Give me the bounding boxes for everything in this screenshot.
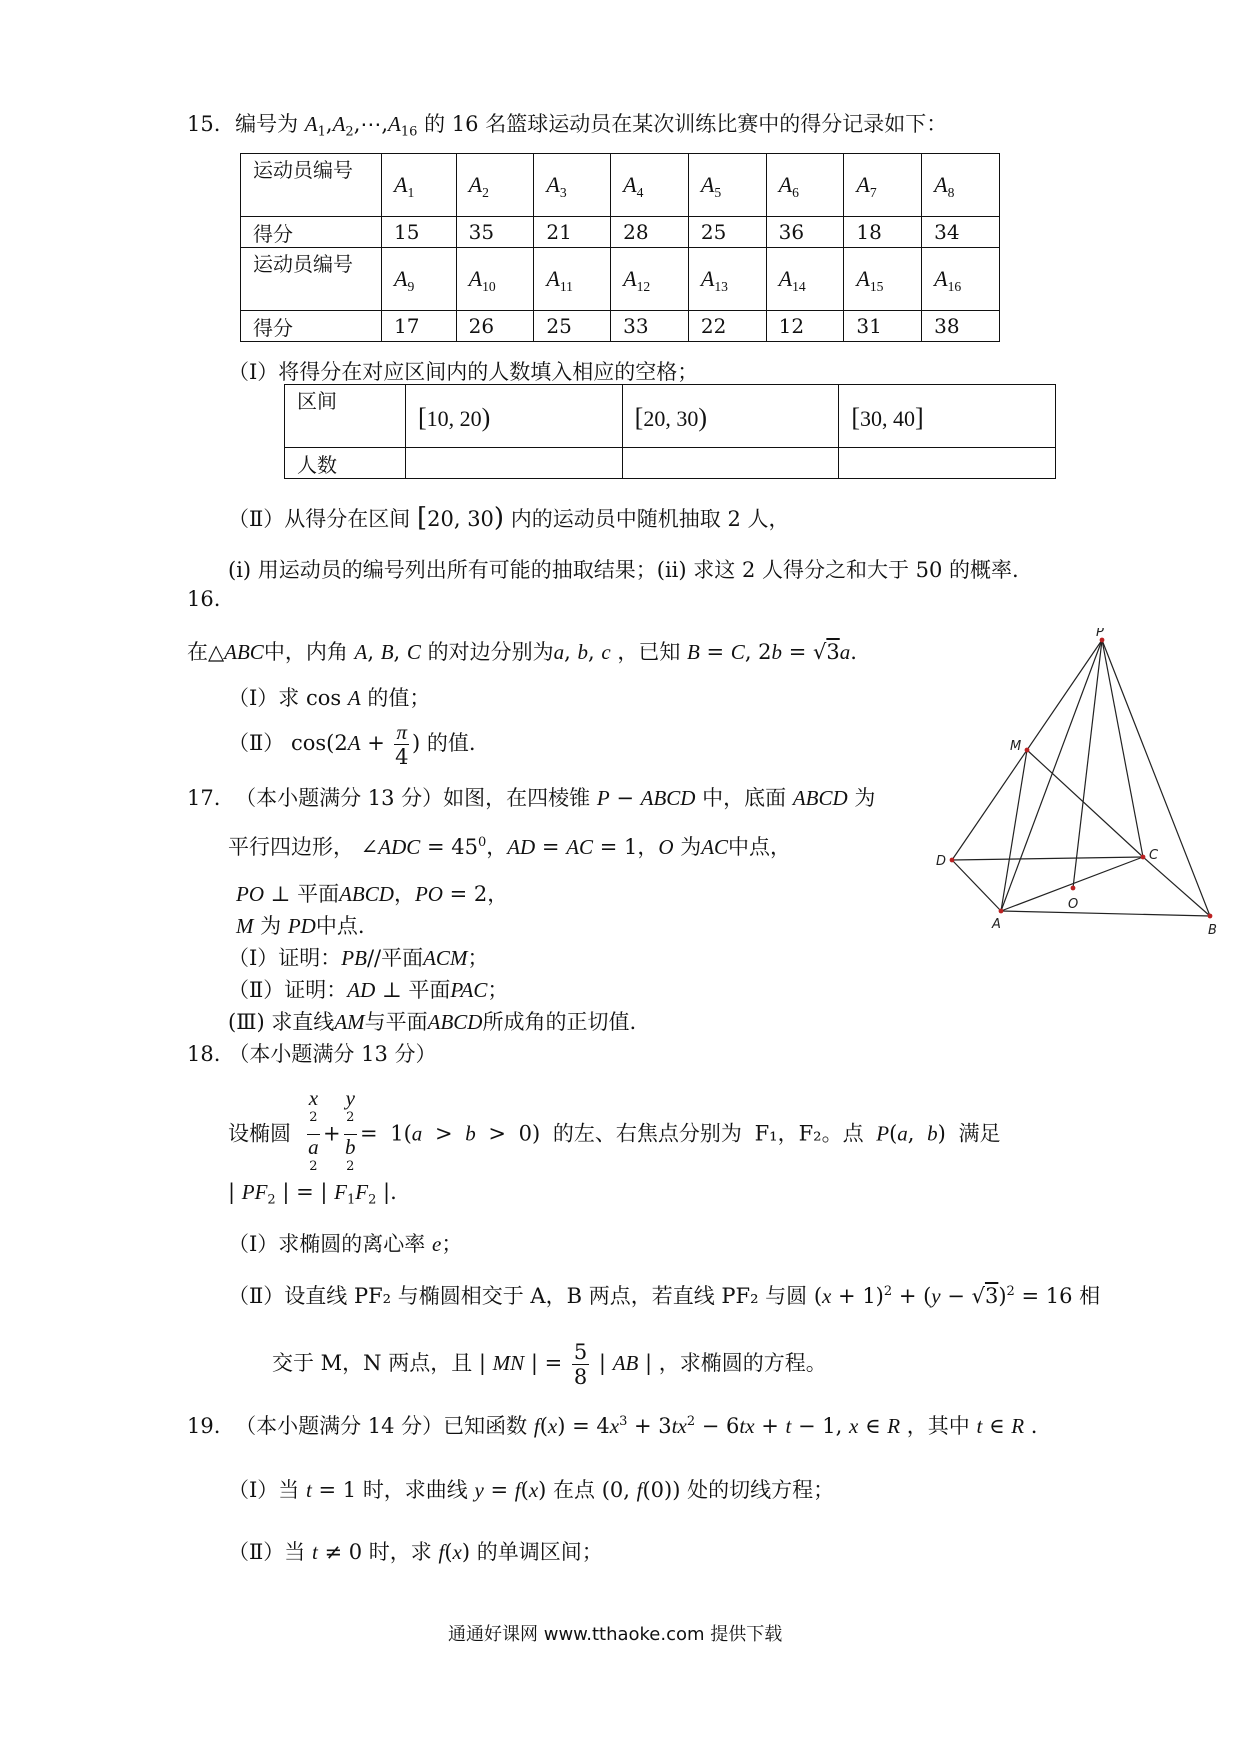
athlete-cell: $A_{13}$ [688,248,766,311]
athlete-cell: $A_{11}$ [534,248,611,311]
vertex-label-c: C [1149,848,1159,863]
vertex-label-p: P [1096,628,1104,640]
athlete-cell: $A_1$ [382,154,457,217]
score-cell: 18 [844,217,922,248]
score-cell: 25 [688,217,766,248]
score-table [240,153,1000,342]
q16-stem: 在△ABC中，内角 A, B, C 的对边分别为a, b, c ，已知 B = C, 2b = √3a. [187,640,857,664]
athlete-cell: $A_3$ [534,154,611,217]
q16-part1: （Ⅰ）求 cos A 的值； [228,686,431,710]
q18-part2: （Ⅱ）设直线 PF₂ 与椭圆相交于 A，B 两点，若直线 PF₂ 与圆 $(x + 1)^2 + (y - √3)^2 = 16$ 相 [228,1284,1101,1308]
score-cell: 26 [456,311,534,342]
vertex-label-a: A [992,917,1001,932]
score-cell: 22 [688,311,766,342]
athlete-cell: $A_4$ [611,154,689,217]
athlete-cell: $A_5$ [688,154,766,217]
score-cell: 15 [382,217,457,248]
table-row [285,385,1056,448]
q15-intro-pre: 编号为 [235,112,299,136]
score-cell: 38 [922,311,1000,342]
count-cell [622,448,839,479]
score-cell: 34 [922,217,1000,248]
athlete-cell: $A_8$ [922,154,1000,217]
row-label-score: 得分 [241,311,382,342]
interval-table [284,384,1056,479]
table-row [241,311,1000,342]
row-label-athlete-id: 运动员编号 [241,248,382,311]
score-cell: 17 [382,311,457,342]
score-cell: 33 [611,311,689,342]
interval-cell: [10, 20) [406,385,623,448]
score-cell: 25 [534,311,611,342]
score-cell: 21 [534,217,611,248]
q17-part2: （Ⅱ）证明：AD ⊥ 平面PAC； [228,978,509,1002]
count-label: 人数 [285,448,406,479]
vertex-label-o: O [1068,897,1079,912]
vertex-label-d: D [936,854,947,869]
interval-cell: [30, 40] [839,385,1056,448]
q19-part2: （Ⅱ）当 t ≠ 0 时，求 f(x) 的单调区间； [228,1540,603,1564]
q17-line3: PO ⊥ 平面ABCD，PO = 2， [236,882,509,906]
athlete-cell: $A_{12}$ [611,248,689,311]
athlete-cell: $A_6$ [766,154,844,217]
athlete-cell: $A_9$ [382,248,457,311]
pyramid-figure [930,628,1230,938]
q18-part2-line2: 交于 M，N 两点，且 | MN | = $\frac{5}{8}$ | AB | ，求椭圆的方程。 [272,1340,827,1390]
q15-intro: 15. 编号为 $A_1,A_2,\cdots,A_{16}$ 的 16 名篮球运动员在某次训练比赛中的得分记录如下： [187,112,948,140]
q15-part2-sub: (i) 用运动员的编号列出所有可能的抽取结果；(ii) 求这 2 人得分之和大于 50 的概率. [228,558,1019,582]
athlete-cell: $A_{14}$ [766,248,844,311]
q17-part3: (Ⅲ) 求直线AM与平面ABCD所成角的正切值. [228,1010,637,1034]
interval-label: 区间 [285,385,406,448]
q15-number: 15. [187,112,221,136]
interval-cell: [20, 30) [622,385,839,448]
athlete-cell: $A_{10}$ [456,248,534,311]
q17-line4: M 为 PD中点. [236,914,365,938]
athlete-cell: $A_{15}$ [844,248,922,311]
q18-part1: （Ⅰ）求椭圆的离心率 e； [228,1232,463,1256]
vertex-label-b: B [1208,923,1217,938]
vertex-label-m: M [1010,739,1022,754]
count-cell [406,448,623,479]
athlete-cell: $A_7$ [844,154,922,217]
score-cell: 28 [611,217,689,248]
q19-stem: 19. （本小题满分 14 分）已知函数 $f(x) = 4x^3 + 3tx^2 - 6tx + t - 1$, x ∈ R ，其中 t ∈ R . [187,1414,1038,1438]
row-label-athlete-id: 运动员编号 [241,154,382,217]
score-cell: 31 [844,311,922,342]
q18-condition: | $PF_2$ | = | $F_1F_2$ |. [228,1180,397,1208]
q16-part2: （Ⅱ） cos(2A + $\frac{\pi}{4}$ ) 的值. [228,720,476,770]
q18-stem: 设椭圆 x $^2$ a $^2$ + y $^2$ b $^2$ = 1(a > b > 0) 的左、右焦点分别为 F₁，F₂。点 P(a, b) 满足 [228,1086,1001,1175]
score-cell: 35 [456,217,534,248]
table-row [241,154,1000,217]
q17-line2: 平行四边形， ∠ADC = $45^0$，AD = AC = 1，O 为AC中点， [228,835,792,859]
row-label-score: 得分 [241,217,382,248]
q18-header: 18. （本小题满分 13 分） [187,1042,437,1066]
q17-part1: （Ⅰ）证明：PB//平面ACM； [228,946,489,970]
athlete-cell: $A_2$ [456,154,534,217]
q15-part1: （Ⅰ）将得分在对应区间内的人数填入相应的空格； [228,360,699,384]
q16-number: 16. [187,587,221,611]
count-cell [839,448,1056,479]
q15-part2: （Ⅱ）从得分在区间 [20, 30) 内的运动员中随机抽取 2 人， [228,503,790,533]
q17-line1: 17. （本小题满分 13 分）如图，在四棱锥 P − ABCD 中，底面 ABCD 为 [187,786,876,810]
score-cell: 12 [766,311,844,342]
score-cell: 36 [766,217,844,248]
athlete-cell: $A_{16}$ [922,248,1000,311]
table-row [241,217,1000,248]
page-footer: 通通好课网 www.tthaoke.com 提供下载 [448,1624,783,1645]
table-row [241,248,1000,311]
q19-part1: （Ⅰ）当 t = 1 时，求曲线 y = f(x) 在点 (0, f(0)) 处的切线方程； [228,1478,835,1502]
table-row [285,448,1056,479]
q15-intro-post: 的 16 名篮球运动员在某次训练比赛中的得分记录如下： [424,112,948,136]
